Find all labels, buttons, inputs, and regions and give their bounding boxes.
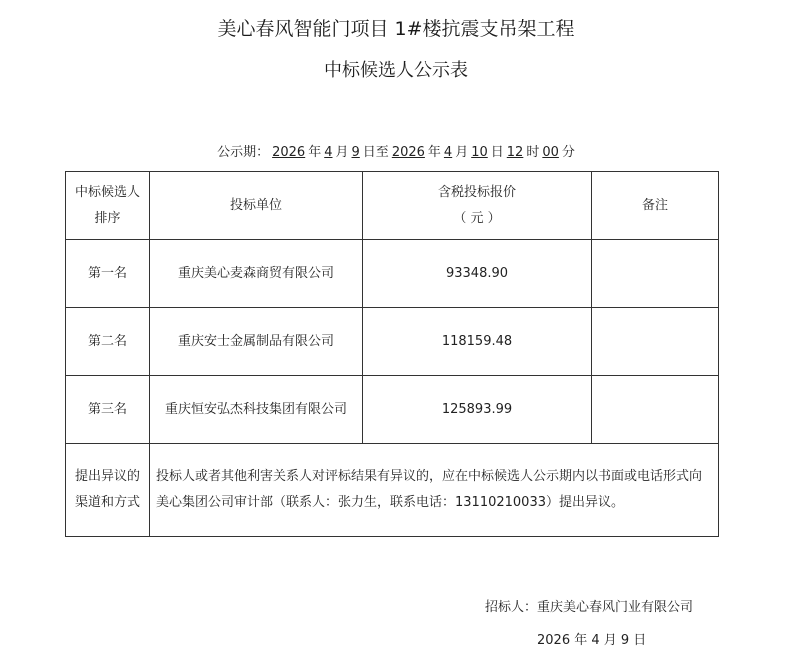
header-rank [66, 172, 150, 240]
period-day-char: 日 [490, 145, 504, 160]
period-end-month: 4 [443, 145, 453, 160]
table-row [66, 376, 719, 444]
objection-label-line1: 提出异议的 [74, 469, 140, 484]
table-row [66, 308, 719, 376]
row-unit: 重庆安士金属制品有限公司 [150, 308, 363, 376]
row-remark [592, 240, 719, 308]
period-end-year: 2026 [391, 145, 425, 160]
row-rank: 第一名 [66, 240, 150, 308]
period-start-month: 4 [324, 145, 333, 160]
objection-text [150, 444, 719, 537]
table-header-row [66, 172, 719, 240]
table-row [66, 240, 719, 308]
row-remark [592, 308, 719, 376]
row-rank: 第三名 [66, 376, 150, 444]
row-rank: 第二名 [66, 308, 150, 376]
period-label: 公示期： [217, 145, 270, 160]
objection-label-line2: 渠道和方式 [74, 495, 140, 510]
bidder-name: 招标人：重庆美心春风门业有限公司 [485, 600, 694, 615]
period-month-char-2: 月 [455, 145, 469, 160]
row-price: 125893.99 [363, 376, 592, 444]
objection-row [66, 444, 719, 537]
signature-date: 2026 年 4 月 9 日 [537, 633, 647, 648]
document-title: 美心春风智能门项目 1#楼抗震支吊架工程 [217, 18, 575, 40]
header-remark: 备注 [592, 172, 719, 240]
period-year-char-2: 年 [427, 145, 441, 160]
candidate-table [65, 171, 719, 537]
objection-text-line1: 投标人或者其他利害关系人对评标结果有异议的，应在中标候选人公示期内以书面或电话形式向 [156, 469, 703, 484]
period-start-day: 9 [351, 145, 360, 160]
objection-text-line2: 美心集团公司审计部（联系人：张力生，联系电话：13110210033）提出异议。 [156, 495, 624, 510]
period-start-year: 2026 [272, 145, 306, 160]
period-month-char: 月 [335, 145, 349, 160]
header-price [363, 172, 592, 240]
header-rank-line2: 排序 [94, 210, 121, 226]
period-hour-char: 时 [526, 145, 540, 160]
row-unit: 重庆美心麦森商贸有限公司 [150, 240, 363, 308]
header-unit: 投标单位 [150, 172, 363, 240]
header-price-line2: （ 元 ） [453, 210, 501, 226]
objection-label [66, 444, 150, 537]
row-price: 118159.48 [363, 308, 592, 376]
period-minute: 00 [542, 145, 559, 160]
row-unit: 重庆恒安弘杰科技集团有限公司 [150, 376, 363, 444]
row-remark [592, 376, 719, 444]
row-price: 93348.90 [363, 240, 592, 308]
period-year-char: 年 [308, 145, 322, 160]
publicity-period [0, 141, 792, 160]
header-rank-line1: 中标候选人 [74, 184, 140, 200]
period-end-day: 10 [471, 145, 488, 160]
document-subtitle: 中标候选人公示表 [324, 60, 468, 81]
period-hour: 12 [506, 145, 524, 160]
period-day-to: 日至 [362, 145, 389, 160]
header-price-line1: 含税投标报价 [437, 184, 516, 200]
period-minute-char: 分 [561, 145, 575, 160]
